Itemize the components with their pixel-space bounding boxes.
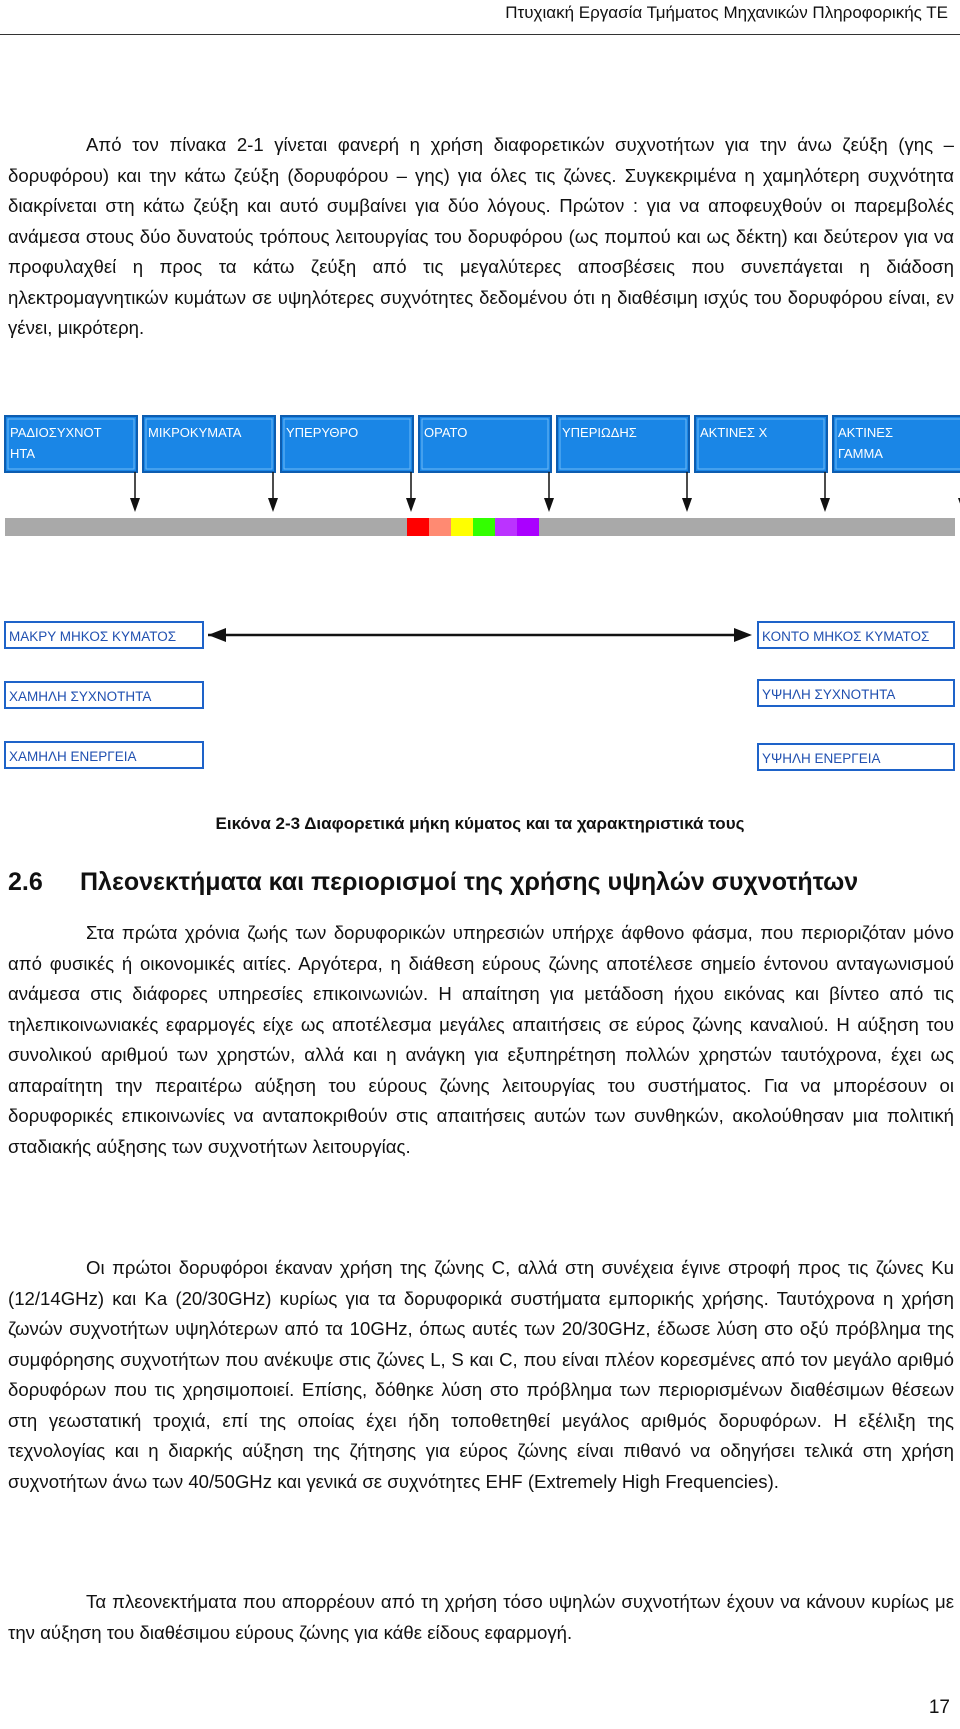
arrow-right-head (734, 628, 752, 642)
page-number: 17 (928, 1697, 950, 1718)
right-label: ΚΟΝΤΟ ΜΗΚΟΣ ΚΥΜΑΤΟΣ (762, 629, 930, 644)
visible-spectrum-swatch (495, 518, 517, 536)
visible-spectrum-swatch (517, 518, 539, 536)
band-label: ΑΚΤΙΝΕΣ (838, 425, 893, 440)
figure-caption: Εικόνα 2-3 Διαφορετικά μήκη κύματος και τα χαρακτηριστικά τους (215, 814, 745, 833)
band-arrow-head (682, 498, 692, 512)
spectrum-diagram (0, 412, 960, 782)
left-label: ΧΑΜΗΛΗ ΣΥΧΝΟΤΗΤΑ (9, 689, 152, 704)
visible-spectrum-swatch (429, 518, 451, 536)
body-paragraph: Τα πλεονεκτήματα που απορρέουν από τη χρήση τόσο υψηλών συχνοτήτων έχουν να κάνουν κυρίως με την αύξηση του διαθέσιμου εύρους ζώνης για κάθε είδους εφαρμογή. (8, 1591, 954, 1643)
left-label: ΧΑΜΗΛΗ ΕΝΕΡΓΕΙΑ (9, 749, 137, 764)
comparison-row-wavelength (5, 622, 954, 648)
band-label-line2: ΗΤΑ (10, 446, 36, 461)
band-label-line2: ΓΑΜΜΑ (838, 446, 883, 461)
band-label: ΥΠΕΡΙΩΔΗΣ (562, 425, 637, 440)
body-paragraph: Οι πρώτοι δορυφόροι έκαναν χρήση της ζώνης C, αλλά στη συνέχεια έγινε στροφή προς τις ζώνες Ku (12/14GHz) και Ka (20/30GHz) κυρίως για τα δορυφορικά συστήματα εμπορικής χρήσης. Ταυτόχρονα η χρήση ζωνών συχνοτήτων υψηλότερων από τα 10GHz, όπως αυτές των 20/30GHz, έδωσε λύση στο οξύ πρόβλημα της συμφόρησης συχνοτήτων που ανέκυψε στις ζώνες L, S και C, που είναι πλέον κορεσμένες από τον μεγάλο αριθμό δορυφόρων που τις χρησιμοποιεί. Επίσης, δόθηκε λύση στο πρόβλημα των περιορισμένων διαθέσιμων θέσεων στη γεωστατική τροχιά, επί της οποίας έχει ήδη τοποθετηθεί μεγάλος αριθμός δορυφόρων. Η εξέλιξη της τεχνολογίας και η διαρκής αύξηση της ζήτησης για εύρος ζώνης είναι πιθανό να οδηγήσει τελικά στη χρήση συχνοτήτων άνω των 40/50GHz και γενικά σε συχνότητες EHF (Extremely High Frequencies). (8, 1257, 954, 1492)
intro-paragraph: Από τον πίνακα 2-1 γίνεται φανερή η χρήση διαφορετικών συχνοτήτων για την άνω ζεύξη (γης – δορυφόρου) και την κάτω ζεύξη (δορυφόρου – γης) για όλες τις ζώνες. Συγκεκριμένα η χαμηλότερη συχνότητα διακρίνεται στη κάτω ζεύξη και αυτό συμβαίνει για δύο λόγους. Πρώτον : για να αποφευχθούν οι παρεμβολές ανάμεσα στους δύο δυνατούς τρόπους λειτουργίας του δορυφόρου (ως πομπού και ως δέκτη) και δεύτερον για να προφυλαχθεί η προς τα κάτω ζεύξη από τις μεγαλύτερες αποσβέσεις που συνεπάγεται η διάδοση ηλεκτρομαγνητικών κυμάτων σε υψηλότερες συχνότητες δεδομένου ότι η διαθέσιμη ισχύς του δορυφόρου είναι, εν γένει, μικρότερη. (8, 134, 954, 338)
visible-spectrum-swatch (407, 518, 429, 536)
section-title: Πλεονεκτήματα και περιορισμοί της χρήσης υψηλών συχνοτήτων (80, 868, 859, 896)
right-label: ΥΨΗΛΗ ΕΝΕΡΓΕΙΑ (762, 751, 881, 766)
band-label: ΟΡΑΤΟ (424, 425, 468, 440)
band-arrow-head (820, 498, 830, 512)
left-label: ΜΑΚΡΥ ΜΗΚΟΣ ΚΥΜΑΤΟΣ (9, 629, 177, 644)
band-label: ΑΚΤΙΝΕΣ Χ (700, 425, 768, 440)
band-arrow-head (130, 498, 140, 512)
running-header (0, 0, 960, 35)
comparison-row-energy (5, 742, 954, 770)
arrow-left-head (208, 628, 226, 642)
visible-spectrum-swatch (473, 518, 495, 536)
band-arrow-head (544, 498, 554, 512)
band-label: ΥΠΕΡΥΘΡΟ (286, 425, 359, 440)
band-label: ΜΙΚΡΟΚΥΜΑΤΑ (148, 425, 242, 440)
header-title: Πτυχιακή Εργασία Τμήματος Μηχανικών Πληροφορικής ΤΕ (505, 3, 948, 22)
visible-spectrum-swatch (451, 518, 473, 536)
band-arrow-head (406, 498, 416, 512)
body-paragraph: Στα πρώτα χρόνια ζωής των δορυφορικών υπηρεσιών υπήρχε άφθονο φάσμα, που περιοριζόταν μόνο από φυσικές ή οικονομικές αιτίες. Αργότερα, η διάθεση εύρους ζώνης αποτέλεσε σημείο έντονου ανταγωνισμού ανάμεσα στις διάφορες υπηρεσίες επικοινωνιών. Η απαίτηση για μετάδοση ήχου εικόνας και βίντεο από τις τηλεπικοινωνιακές εφαρμογές είχε ως αποτέλεσμα μεγάλες απαιτήσεις σε εύρος ζώνης καναλιού. Η αύξηση του συνολικού αριθμού των χρηστών, αλλά και η ανάγκη για εξυπηρέτηση πολλών χρηστών ταυτόχρονα, έχει ως απαραίτητη την περαιτέρω αύξηση του εύρους ζώνης λειτουργίας του συστήματος. Για να μπορέσουν οι δορυφορικές επικοινωνίες να ανταποκριθούν στις απαιτήσεις αυτών των συνθηκών, ακολούθησαν μια πολιτική σταδιακής αύξησης των συχνοτήτων λειτουργίας. (8, 922, 954, 1157)
right-label: ΥΨΗΛΗ ΣΥΧΝΟΤΗΤΑ (762, 687, 896, 702)
band-label: ΡΑΔΙΟΣΥΧΝΟΤ (10, 425, 102, 440)
section-heading (8, 868, 954, 897)
band-arrow-head (268, 498, 278, 512)
comparison-row-frequency (5, 680, 954, 708)
section-number: 2.6 (8, 868, 43, 896)
spectrum-figure (0, 412, 960, 782)
